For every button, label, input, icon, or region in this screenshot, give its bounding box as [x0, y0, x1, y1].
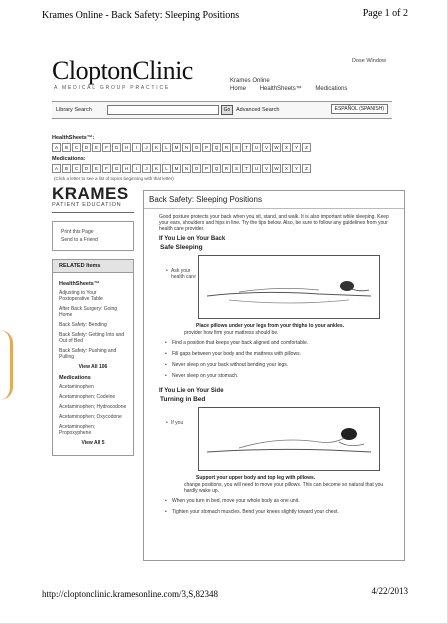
az-note: (Click a letter to see a list of topics beginning with that letter) — [54, 176, 174, 181]
medication-link[interactable]: Acetaminophen; Hydrocodone — [59, 404, 127, 410]
medications-letter-g[interactable]: G — [112, 164, 121, 173]
sidebar — [52, 186, 134, 456]
article-intro: Good posture protects your back when you sit, stand, and walk. It is also important while sleeping. Keep your ears, shoulders and hips in line. Try the tips below. Also, be sure to follow any guidelines from your health care provider. — [159, 214, 389, 232]
list-item: • Fill gaps between your body and the mattress with pillows. — [172, 351, 394, 357]
print-header-page: Page 1 of 2 — [362, 8, 408, 19]
healthsheets-letter-z[interactable]: Z — [302, 143, 311, 152]
clinic-logo-name: CloptonClinic — [52, 56, 193, 85]
section-side-heading: If You Lie on Your Side — [159, 388, 224, 394]
healthsheets-letter-o[interactable]: O — [192, 143, 201, 152]
healthsheets-letter-x[interactable]: X — [282, 143, 291, 152]
medications-letter-v[interactable]: V — [262, 164, 271, 173]
healthsheets-letter-a[interactable]: A — [52, 143, 61, 152]
medications-letter-a[interactable]: A — [52, 164, 61, 173]
medications-letter-n[interactable]: N — [182, 164, 191, 173]
healthsheets-letter-e[interactable]: E — [92, 143, 101, 152]
related-healthsheets-title: HealthSheets™ — [59, 281, 100, 287]
healthsheets-letter-p[interactable]: P — [202, 143, 211, 152]
medications-letter-l[interactable]: L — [162, 164, 171, 173]
list-item: • Never sleep on your back without bending your legs. — [172, 362, 394, 368]
healthsheets-letter-j[interactable]: J — [142, 143, 151, 152]
article-title: Back Safety: Sleeping Positions — [144, 191, 404, 209]
print-header-title: Krames Online - Back Safety: Sleeping Positions — [42, 10, 240, 21]
medication-link[interactable]: Acetaminophen — [59, 384, 94, 390]
medications-letter-s[interactable]: S — [232, 164, 241, 173]
medications-letter-u[interactable]: U — [252, 164, 261, 173]
medication-link[interactable]: Acetaminophen; Codeine — [59, 394, 116, 400]
healthsheets-letter-c[interactable]: C — [72, 143, 81, 152]
healthsheets-az-title: HealthSheets™: — [52, 135, 95, 141]
clinic-logo[interactable] — [52, 58, 193, 91]
healthsheets-letter-s[interactable]: S — [232, 143, 241, 152]
top-nav — [230, 78, 359, 92]
back-caption: Place pillows under your legs from your thighs to your ankles. — [196, 323, 345, 329]
healthsheets-letter-n[interactable]: N — [182, 143, 191, 152]
topnav-link-medications[interactable]: Medications — [315, 86, 348, 92]
medications-letter-c[interactable]: C — [72, 164, 81, 173]
medications-letter-d[interactable]: D — [82, 164, 91, 173]
advanced-search-link[interactable]: Advanced Search — [236, 107, 280, 113]
krames-subtitle: PATIENT EDUCATION — [52, 202, 134, 213]
healthsheets-letter-u[interactable]: U — [252, 143, 261, 152]
back-illustration-panel — [154, 255, 394, 323]
side-caption: Support your upper body and top leg with pillows. — [196, 475, 316, 481]
healthsheets-az — [52, 135, 312, 152]
list-item: • When you turn in bed, move your whole body as one unit. — [172, 498, 394, 504]
section-back-heading: If You Lie on Your Back — [159, 236, 226, 242]
healthsheets-letter-w[interactable]: W — [272, 143, 281, 152]
healthsheets-letter-t[interactable]: T — [242, 143, 251, 152]
healthsheets-letter-m[interactable]: M — [172, 143, 181, 152]
medications-letter-o[interactable]: O — [192, 164, 201, 173]
healthsheets-letter-k[interactable]: K — [152, 143, 161, 152]
related-medications-title: Medications — [59, 375, 91, 381]
back-continued: provider how firm your mattress should be. — [184, 330, 279, 336]
related-link[interactable]: Adjusting to Your Postoperative Table — [59, 290, 103, 302]
safe-sleeping-heading: Safe Sleeping — [160, 244, 203, 251]
medications-letter-w[interactable]: W — [272, 164, 281, 173]
view-all-healthsheets-link[interactable]: View All 106 — [78, 364, 108, 370]
send-friend-link[interactable]: Send to a Friend — [61, 237, 98, 243]
medications-az-title: Medications: — [52, 156, 86, 162]
medications-letter-b[interactable]: B — [62, 164, 71, 173]
print-footer-date: 4/22/2013 — [371, 586, 408, 596]
back-tips-list — [144, 336, 404, 379]
medications-letter-p[interactable]: P — [202, 164, 211, 173]
related-link[interactable]: Back Safety: Pushing and Pulling — [59, 348, 117, 360]
topnav-link-healthsheets[interactable]: HealthSheets™ — [259, 86, 302, 92]
clinic-logo-tagline: A MEDICAL GROUP PRACTICE — [54, 85, 170, 91]
list-item: • Tighten your stomach muscles. Bend your knees slightly toward your chest. — [172, 509, 394, 515]
espanol-button[interactable]: ESPAÑOL (SPANISH) — [331, 104, 388, 114]
actions-box — [52, 221, 134, 251]
side-side-text: • If you — [171, 420, 196, 426]
side-continued: change positions, you will need to move your pillows. This can become so natural that you hardly wake up. — [184, 482, 384, 494]
search-go-button[interactable]: Go — [221, 105, 233, 115]
back-side-text: • Ask your health care — [171, 268, 196, 280]
healthsheets-letter-g[interactable]: G — [112, 143, 121, 152]
search-input[interactable] — [107, 105, 219, 115]
scan-smudge — [0, 330, 13, 400]
healthsheets-letter-d[interactable]: D — [82, 143, 91, 152]
medications-letter-e[interactable]: E — [92, 164, 101, 173]
related-link[interactable]: Back Safety: Getting Into and Out of Bed — [59, 332, 125, 344]
side-tips-list — [144, 494, 404, 515]
healthsheets-letter-f[interactable]: F — [102, 143, 111, 152]
related-heading: RELATED Items — [53, 260, 133, 273]
medications-az — [52, 156, 312, 173]
article-panel — [143, 190, 405, 561]
search-label: Library Search — [56, 107, 92, 113]
medications-letter-r[interactable]: R — [222, 164, 231, 173]
topnav-brand[interactable]: Krames Online — [230, 78, 270, 84]
topnav-link-home[interactable]: Home — [230, 86, 247, 92]
view-all-medications-link[interactable]: View All 5 — [81, 440, 105, 446]
medications-letter-f[interactable]: F — [102, 164, 111, 173]
turning-in-bed-heading: Turning in Bed — [160, 396, 206, 403]
medications-letter-x[interactable]: X — [282, 164, 291, 173]
medications-letter-i[interactable]: I — [132, 164, 141, 173]
healthsheets-letter-l[interactable]: L — [162, 143, 171, 152]
back-sleeping-illustration — [198, 255, 380, 319]
medication-link[interactable]: Acetaminophen; Oxycodone — [59, 414, 122, 420]
search-bar — [52, 101, 392, 119]
healthsheets-letter-i[interactable]: I — [132, 143, 141, 152]
krames-logo: KRAMES — [52, 184, 129, 203]
related-box — [52, 259, 134, 456]
list-item: • Never sleep on your stomach. — [172, 373, 394, 379]
healthsheets-letter-b[interactable]: B — [62, 143, 71, 152]
list-item: • Find a position that keeps your back aligned and comfortable. — [172, 340, 394, 346]
medications-letter-q[interactable]: Q — [212, 164, 221, 173]
healthsheets-letter-v[interactable]: V — [262, 143, 271, 152]
medications-letter-h[interactable]: H — [122, 164, 131, 173]
related-link[interactable]: After Back Surgery: Going Home — [59, 306, 118, 318]
healthsheets-letter-h[interactable]: H — [122, 143, 131, 152]
medications-letter-y[interactable]: Y — [292, 164, 301, 173]
healthsheets-letter-r[interactable]: R — [222, 143, 231, 152]
medications-letter-row — [52, 164, 312, 173]
healthsheets-letter-row — [52, 143, 312, 152]
print-page-link[interactable]: Print this Page — [61, 229, 94, 235]
print-footer-url: http://cloptonclinic.kramesonline.com/3,S,82348 — [42, 589, 218, 599]
medications-letter-j[interactable]: J — [142, 164, 151, 173]
side-illustration-panel — [154, 407, 394, 475]
welcome-text: Dose Window — [352, 58, 386, 64]
medications-letter-t[interactable]: T — [242, 164, 251, 173]
medications-letter-z[interactable]: Z — [302, 164, 311, 173]
related-link[interactable]: Back Safety: Bending — [59, 322, 107, 328]
medications-letter-m[interactable]: M — [172, 164, 181, 173]
medication-link[interactable]: Acetaminophen; Propoxyphene — [59, 424, 96, 436]
healthsheets-letter-q[interactable]: Q — [212, 143, 221, 152]
side-sleeping-illustration — [198, 407, 380, 471]
healthsheets-letter-y[interactable]: Y — [292, 143, 301, 152]
medications-letter-k[interactable]: K — [152, 164, 161, 173]
